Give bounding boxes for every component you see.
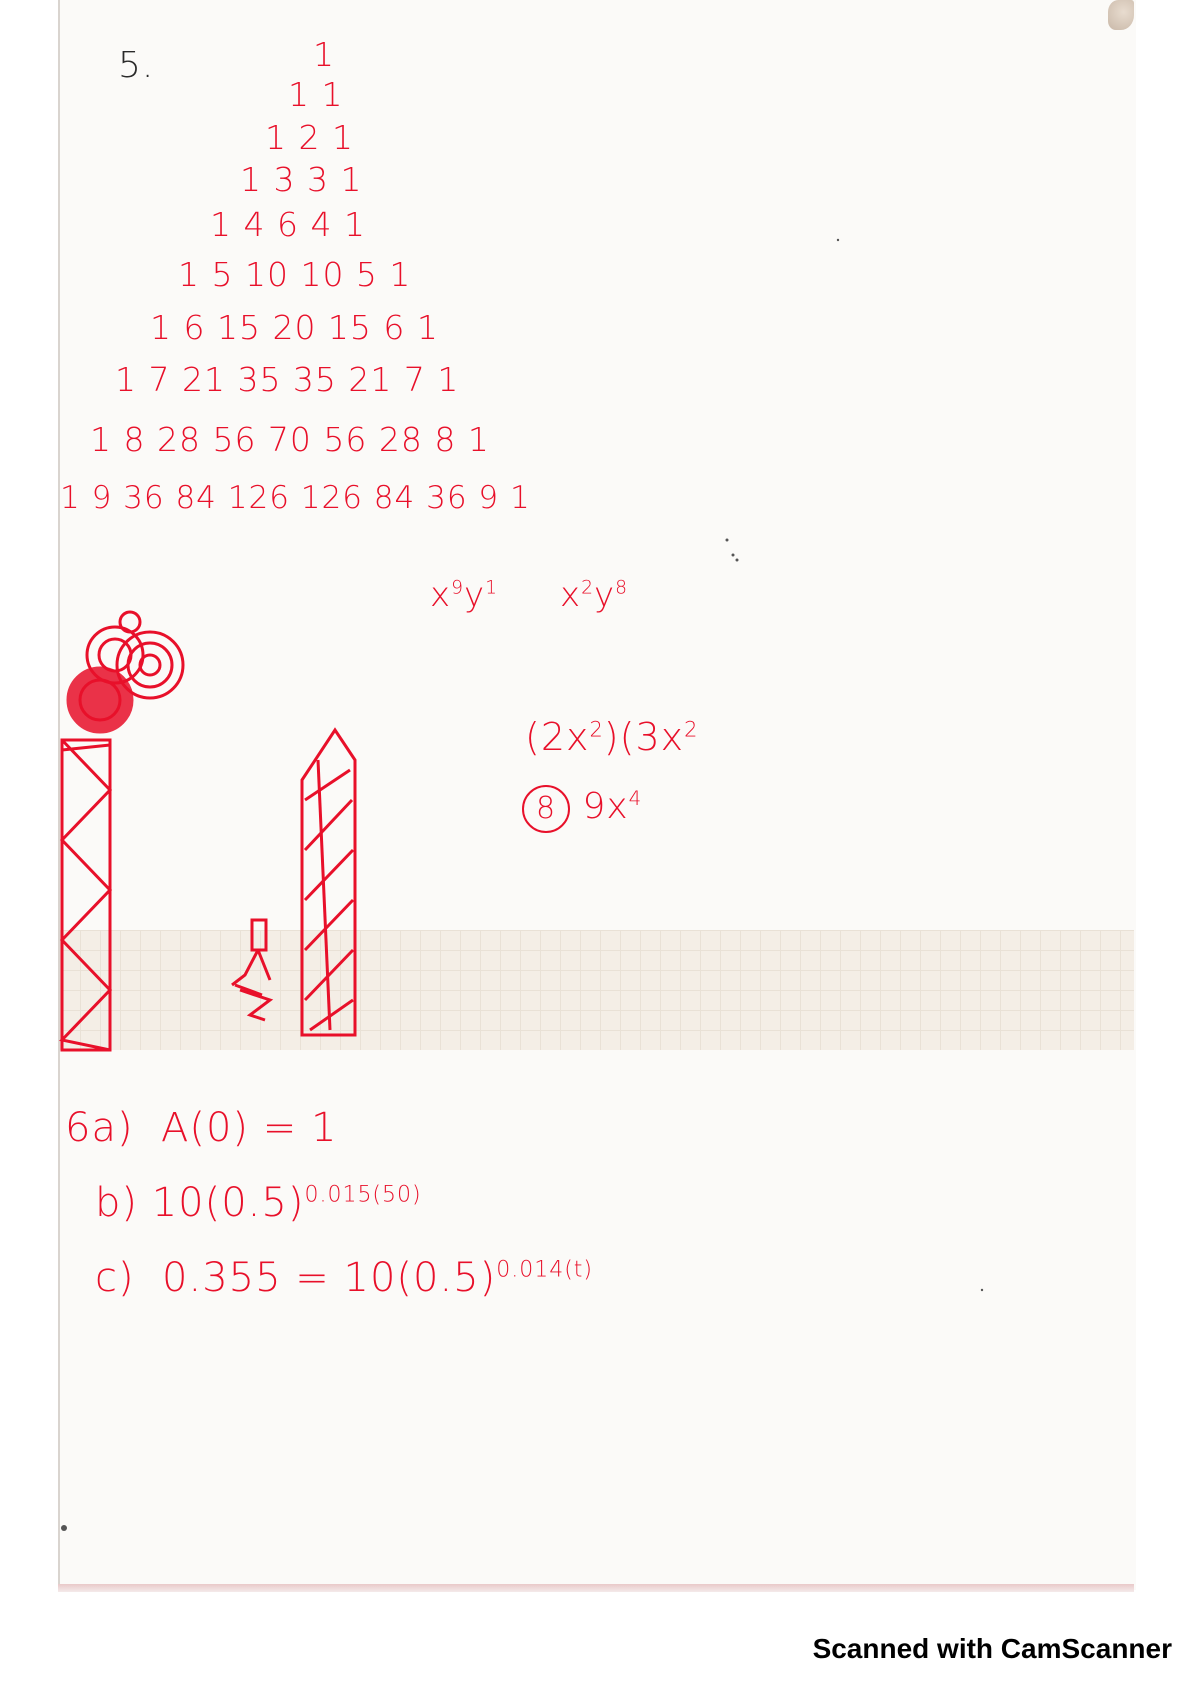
work-result: 8 $9x^4$ <box>522 785 642 833</box>
pascal-row-4: 1 4 6 4 1 <box>210 205 366 244</box>
circled-number: 8 <box>522 785 570 833</box>
pascal-row-8: 1 8 28 56 70 56 28 8 1 <box>90 420 490 459</box>
pascal-row-6: 1 6 15 20 15 6 1 <box>150 308 439 347</box>
zigzag-tower <box>62 740 110 1050</box>
hatched-pillar <box>302 730 355 1035</box>
pascal-row-1: 1 1 <box>288 75 344 114</box>
scanner-footer: Scanned with CamScanner <box>812 1633 1172 1664</box>
pascal-row-0: 1 <box>313 35 335 74</box>
circle-scribbles <box>68 612 183 732</box>
small-figure <box>232 920 270 1020</box>
pascal-row-5: 1 5 10 10 5 1 <box>178 255 412 294</box>
pencil-dots <box>61 239 983 1531</box>
q6c: c) $0.355 = 10(0.5)^{0.014(t)}$ <box>95 1255 594 1301</box>
pascal-row-7: 1 7 21 35 35 21 7 1 <box>115 360 460 399</box>
question-5-label: 5. <box>118 45 155 86</box>
pascal-row-2: 1 2 1 <box>265 118 354 157</box>
work-product: $(2x^2)(3x^2$ <box>525 715 699 759</box>
pascal-row-3: 1 3 3 1 <box>240 160 363 199</box>
pascal-row-9: 1 9 36 84 126 126 84 36 9 1 <box>60 480 531 516</box>
q6a: 6a) A(0) = 1 <box>65 1105 338 1151</box>
term-x9y1: $x^9y^1$ <box>430 575 499 615</box>
term-x2y8: $x^2y^8$ <box>560 575 629 615</box>
q6b: b) $10(0.5)^{0.015(50)}$ <box>95 1180 422 1226</box>
